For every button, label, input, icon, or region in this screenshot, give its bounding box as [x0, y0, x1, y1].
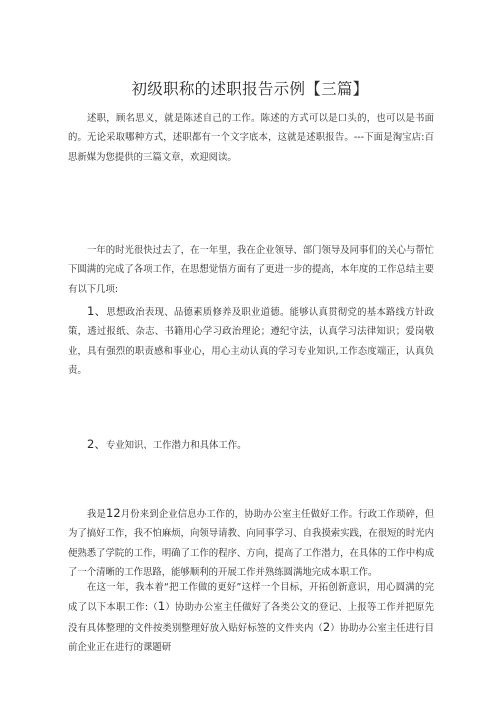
item-1-text: 思想政治表现、品德素质修养及职业道德。能够认真贯彻党的基本路线方针政策，透过报纸、杂志、书籍用心学习政治理论；遵纪守法，认真学习法律知识；爱岗敬业，具有强烈的职责感和事业心，用心主动认真的学习专业知识,工作态度端正，认真负责。: [68, 307, 434, 376]
year-summary-paragraph: 一年的时光很快过去了，在一年里，我在企业领导、部门领导及同事们的关心与帮忙下圆满的完成了各项工作，在思想觉悟方面有了更进一步的提高，本年度的工作总结主要有以下几项:: [68, 245, 434, 295]
year-work-text-b: ）协助办公室主任做好了各类公文的登记、上报等工作并把原先没有具体整理的文件按类别整理好放入贴好标签的文件夹内（: [68, 602, 434, 634]
page-title: 初级职称的述职报告示例【三篇】: [131, 80, 369, 98]
year-work-number-2: 2: [322, 619, 331, 634]
job-description-paragraph: [68, 504, 434, 582]
job-text: 月份来到企业信息办工作的，协助办公室主任做好工作。行政工作琐碎，但为了搞好工作，我不怕麻烦，向领导请教、向同事学习、自我摸索实践，在很短的时光内便熟悉了学院的工作，明确了工作的程序、方向，提高了工作潜力，在具体的工作中构成了一个清晰的工作思路，能够顺利的开展工作并熟练圆满地完成本职工作。: [68, 509, 434, 578]
item-2-number: 2、: [87, 437, 106, 451]
item-1-number: 1、: [87, 304, 107, 318]
item-2-text: 专业知识、工作潜力和具体工作。: [105, 440, 247, 451]
item-2-paragraph: [68, 435, 434, 455]
year-work-number-1: 1: [157, 599, 166, 614]
year-work-text-c: ）协助办公室主任进行目前企业正在进行的课题研: [68, 622, 434, 653]
intro-paragraph: 述职，顾名思义，就是陈述自己的工作。陈述的方式可以是口头的，也可以是书面的。无论采取哪种方式，述职都有一个文字底本，这就是述职报告。---下面是淘宝店:百思新媒为您提供的三篇文章，欢迎阅读。: [68, 113, 434, 163]
year-work-paragraph: [68, 578, 434, 657]
year-work-text-a: 在这一年，我本着“把工作做的更好”这样一个目标，开拓创新意识，用心圆满的完成了以下本职工作:（: [68, 582, 434, 614]
job-prefix: 我是: [87, 509, 106, 520]
item-1-paragraph: [68, 302, 434, 380]
job-month: 12: [106, 506, 121, 520]
